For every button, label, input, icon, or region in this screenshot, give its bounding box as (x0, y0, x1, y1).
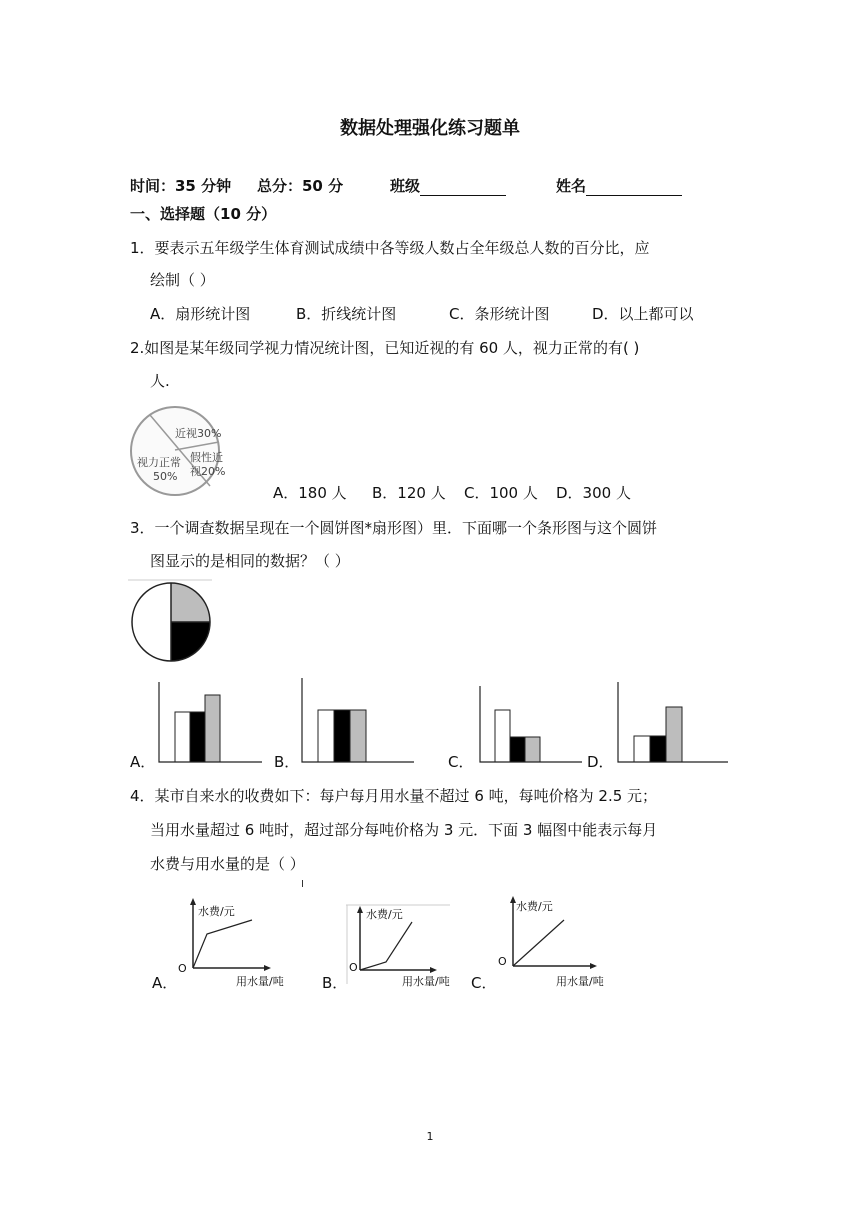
q2-text-line2: 人. (150, 372, 170, 390)
q4-option-a[interactable]: A． (152, 974, 178, 992)
section-heading: 一、选择题（10 分） (130, 205, 277, 223)
pie-label-myopia: 近视30% (175, 427, 222, 440)
bar-black (190, 712, 205, 762)
q4-text-line3: 水费与用水量的是（ ） (150, 855, 305, 873)
x-arrow-icon (590, 963, 597, 969)
page-title: 数据处理强化练习题单 (340, 118, 520, 139)
q1-option-a[interactable]: A．扇形统计图 (150, 305, 251, 323)
q3-pie-chart (128, 578, 218, 668)
q1-text-line2: 绘制（ ） (150, 271, 215, 289)
cost-line (360, 922, 412, 970)
graph-b-x-label: 用水量/吨 (402, 975, 450, 988)
page-number: 1 (426, 1130, 434, 1143)
graph-a-x-label: 用水量/吨 (236, 975, 284, 988)
bar-white (318, 710, 334, 762)
q4-text-line1: 4．某市自来水的收费如下：每户每月用水量不超过 6 吨，每吨价格为 2.5 元； (130, 787, 658, 805)
pie-label-normal: 视力正常 (137, 456, 181, 469)
q1-option-d[interactable]: D．以上都可以 (592, 305, 694, 323)
y-arrow-icon (190, 898, 196, 905)
q4-option-c[interactable]: C． (471, 974, 497, 992)
bar-gray (666, 707, 682, 762)
bar-white (495, 710, 510, 762)
pie-label-normal-pct: 50% (153, 470, 178, 483)
graph-c-x-label: 用水量/吨 (556, 975, 604, 988)
bar-white (634, 736, 650, 762)
pie-label-pseudo-2: 视20% (190, 465, 226, 478)
q3-bar-chart-b (300, 678, 416, 764)
graph-c-origin: O (498, 955, 507, 968)
q3-option-c[interactable]: C． (448, 753, 474, 771)
q3-bar-chart-c (478, 684, 584, 764)
name-blank[interactable] (586, 179, 682, 196)
bar-black (650, 736, 666, 762)
graph-a-origin: O (178, 962, 187, 975)
graph-c-y-label: 水费/元 (516, 900, 553, 913)
x-arrow-icon (264, 965, 271, 971)
q4-option-b[interactable]: B． (322, 974, 348, 992)
bar-white (175, 712, 190, 762)
y-arrow-icon (357, 906, 363, 913)
bar-black (334, 710, 350, 762)
cost-line (193, 920, 252, 968)
cost-line (513, 920, 564, 966)
q3-text-line2: 图显示的是相同的数据？（ ） (150, 552, 350, 570)
time-info: 时间：35 分钟 (130, 177, 232, 195)
q1-text-line1: 1．要表示五年级学生体育测试成绩中各等级人数占全年级总人数的百分比，应 (130, 239, 650, 257)
q3-bar-chart-d (616, 680, 730, 764)
class-blank[interactable] (420, 179, 506, 196)
q2-option-c[interactable]: C．100 人 (464, 484, 538, 502)
class-label: 班级 (390, 177, 421, 195)
q2-option-d[interactable]: D．300 人 (556, 484, 631, 502)
q1-option-c[interactable]: C．条形统计图 (449, 305, 550, 323)
graph-a-y-label: 水费/元 (198, 905, 235, 918)
pie-label-pseudo-1: 假性近 (190, 451, 223, 464)
name-label: 姓名 (556, 177, 587, 195)
bar-gray (350, 710, 366, 762)
q3-option-a[interactable]: A． (130, 753, 156, 771)
q2-option-b[interactable]: B．120 人 (372, 484, 446, 502)
bar-gray (205, 695, 220, 762)
score-info: 总分：50 分 (257, 177, 344, 195)
q1-option-b[interactable]: B．折线统计图 (296, 305, 397, 323)
bar-black (510, 737, 525, 762)
q2-option-a[interactable]: A．180 人 (273, 484, 347, 502)
graph-b-y-label: 水费/元 (366, 908, 403, 921)
bar-gray (525, 737, 540, 762)
name-field[interactable] (556, 176, 682, 196)
q3-option-d[interactable]: D． (587, 753, 614, 771)
q4-text-line2: 当用水量超过 6 吨时，超过部分每吨价格为 3 元．下面 3 幅图中能表示每月 (150, 821, 658, 839)
q3-text-line1: 3．一个调查数据呈现在一个圆饼图*扇形图）里．下面哪一个条形图与这个圆饼 (130, 519, 658, 537)
class-field[interactable] (390, 176, 506, 196)
graph-b-origin: O (349, 961, 358, 974)
q2-text-line1: 2.如图是某年级同学视力情况统计图，已知近视的有 60 人，视力正常的有( ) (130, 339, 640, 357)
q3-option-b[interactable]: B． (274, 753, 300, 771)
q3-bar-chart-a (158, 680, 264, 764)
stray-mark (302, 880, 303, 887)
